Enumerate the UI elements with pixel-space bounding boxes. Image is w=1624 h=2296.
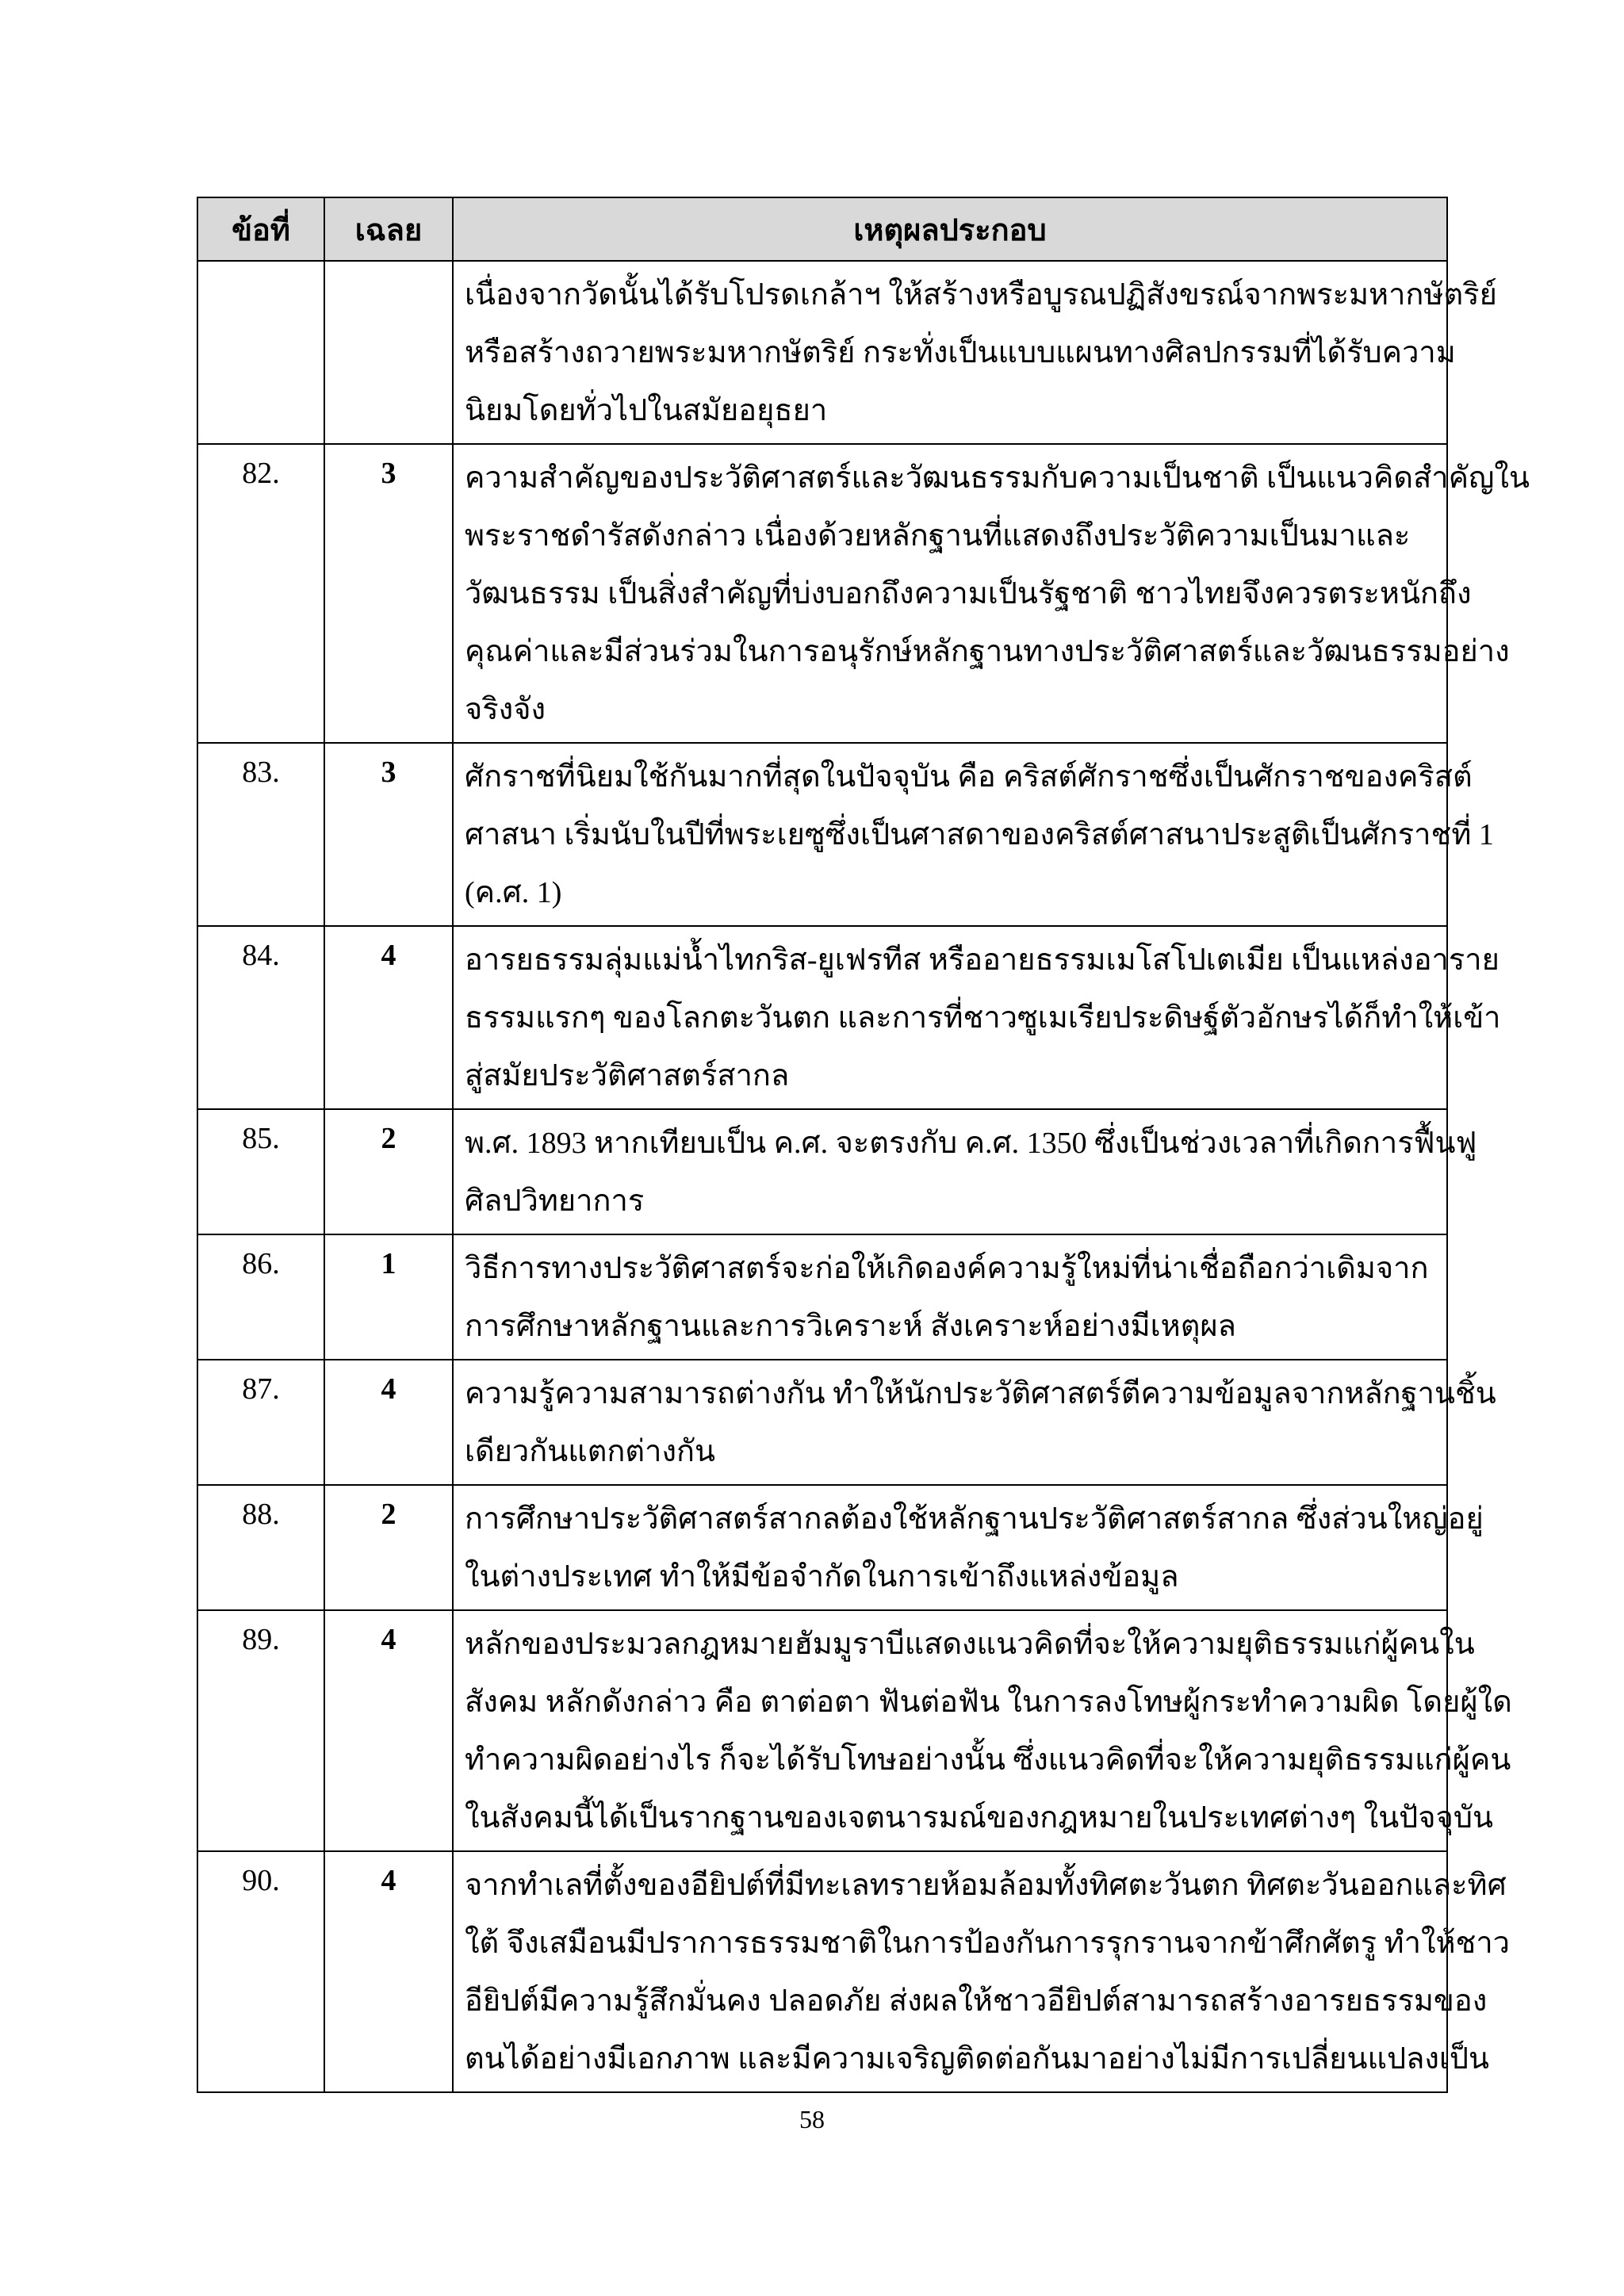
reason-line: หรือสร้างถวายพระมหากษัตริย์ กระทั่งเป็นแบบแผนทางศิลปกรรมที่ได้รับความ: [465, 336, 1456, 369]
table-row: [197, 1851, 1447, 2092]
question-number: 84.: [197, 926, 324, 1109]
reason-line: ทำความผิดอย่างไร ก็จะได้รับโทษอย่างนั้น ซึ่งแนวคิดที่จะให้ความยุติธรรมแก่ผู้คน: [465, 1743, 1511, 1777]
answer-value: 2: [324, 1109, 453, 1234]
reason-text: [453, 1485, 1484, 1610]
reason-line: ตนได้อย่างมีเอกภาพ และมีความเจริญติดต่อกันมาอย่างไม่มีการเปลี่ยนแปลงเป็น: [465, 2042, 1489, 2076]
table-row: [197, 444, 1447, 743]
question-number: 82.: [197, 444, 324, 743]
reason-line: ศิลปวิทยาการ: [465, 1184, 645, 1218]
reason-line: คุณค่าและมีส่วนร่วมในการอนุรักษ์หลักฐานทางประวัติศาสตร์และวัฒนธรรมอย่าง: [465, 635, 1510, 668]
header-reason: เหตุผลประกอบ: [453, 197, 1447, 261]
table-row: [197, 261, 1447, 444]
reason-line: ในสังคมนี้ได้เป็นรากฐานของเจตนารมณ์ของกฎหมายในประเทศต่างๆ ในปัจจุบัน: [465, 1801, 1493, 1835]
question-number: 83.: [197, 743, 324, 926]
question-number: 88.: [197, 1485, 324, 1610]
answer-value: 4: [324, 926, 453, 1109]
reason-line: การศึกษาประวัติศาสตร์สากลต้องใช้หลักฐานประวัติศาสตร์สากล ซึ่งส่วนใหญ่อยู่: [465, 1502, 1484, 1536]
reason-text: [453, 926, 1501, 1109]
reason-line: อียิปต์มีความรู้สึกมั่นคง ปลอดภัย ส่งผลให้ชาวอียิปต์สามารถสร้างอารยธรรมของ: [465, 1984, 1488, 2018]
reason-line: พ.ศ. 1893 หากเทียบเป็น ค.ศ. จะตรงกับ ค.ศ. 1350 ซึ่งเป็นช่วงเวลาที่เกิดการฟื้นฟู: [465, 1127, 1477, 1160]
answer-value: 4: [324, 1851, 453, 2092]
reason-line: สังคม หลักดังกล่าว คือ ตาต่อตา ฟันต่อฟัน ในการลงโทษผู้กระทำความผิด โดยผู้ใด: [465, 1686, 1512, 1719]
table-row: [197, 1610, 1447, 1851]
answer-value: 3: [324, 444, 453, 743]
reason-line: เดียวกันแตกต่างกัน: [465, 1435, 715, 1468]
table-row: [197, 1109, 1447, 1234]
reason-text: [453, 1610, 1512, 1851]
reason-line: ในต่างประเทศ ทำให้มีข้อจำกัดในการเข้าถึงแหล่งข้อมูล: [465, 1560, 1179, 1594]
page-number: 58: [799, 2105, 825, 2133]
reason-line: ศาสนา เริ่มนับในปีที่พระเยซูซึ่งเป็นศาสดาของคริสต์ศาสนาประสูติเป็นศักราชที่ 1: [465, 818, 1494, 851]
reason-text: [453, 1109, 1477, 1234]
table-row: [197, 1360, 1447, 1485]
answer-value: 3: [324, 743, 453, 926]
answer-value: [324, 261, 453, 444]
reason-line: นิยมโดยทั่วไปในสมัยอยุธยา: [465, 394, 828, 427]
table-row: [197, 743, 1447, 926]
header-number: ข้อที่: [197, 197, 324, 261]
reason-line: จริงจัง: [465, 693, 546, 726]
reason-line: ความรู้ความสามารถต่างกัน ทำให้นักประวัติศาสตร์ตีความข้อมูลจากหลักฐานชิ้น: [465, 1377, 1496, 1410]
answer-value: 4: [324, 1610, 453, 1851]
table-row: [197, 1234, 1447, 1360]
reason-line: วิธีการทางประวัติศาสตร์จะก่อให้เกิดองค์ความรู้ใหม่ที่น่าเชื่อถือกว่าเดิมจาก: [465, 1252, 1429, 1285]
answer-value: 4: [324, 1360, 453, 1485]
reason-line: ใต้ จึงเสมือนมีปราการธรรมชาติในการป้องกันการรุกรานจากข้าศึกศัตรู ทำให้ชาว: [465, 1927, 1511, 1960]
answer-value: 1: [324, 1234, 453, 1360]
header-answer: เฉลย: [324, 197, 453, 261]
reason-line: พระราชดำรัสดังกล่าว เนื่องด้วยหลักฐานที่แสดงถึงประวัติความเป็นมาและ: [465, 519, 1411, 553]
reason-line: ศักราชที่นิยมใช้กันมากที่สุดในปัจจุบัน คือ คริสต์ศักราชซึ่งเป็นศักราชของคริสต์: [465, 760, 1473, 794]
table-body: [197, 261, 1530, 2092]
reason-line: อารยธรรมลุ่มแม่น้ำไทกริส-ยูเฟรทีส หรืออายธรรมเมโสโปเตเมีย เป็นแหล่งอาราย: [465, 943, 1500, 977]
table-row: [197, 1485, 1447, 1610]
reason-line: จากทำเลที่ตั้งของอียิปต์ที่มีทะเลทรายห้อมล้อมทั้งทิศตะวันตก ทิศตะวันออกและทิศ: [465, 1869, 1507, 1902]
reason-line: ธรรมแรกๆ ของโลกตะวันตก และการที่ชาวซูเมเรียประดิษฐ์ตัวอักษรได้ก็ทำให้เข้า: [465, 1001, 1501, 1035]
reason-line: การศึกษาหลักฐานและการวิเคราะห์ สังเคราะห์อย่างมีเหตุผล: [465, 1310, 1236, 1343]
reason-text: [453, 1234, 1447, 1360]
question-number: 86.: [197, 1234, 324, 1360]
reason-text: [453, 743, 1494, 926]
question-number: 87.: [197, 1360, 324, 1485]
question-number: 85.: [197, 1109, 324, 1234]
table-row: [197, 926, 1447, 1109]
table-header-row: [197, 197, 1447, 261]
reason-line: วัฒนธรรม เป็นสิ่งสำคัญที่บ่งบอกถึงความเป็นรัฐชาติ ชาวไทยจึงควรตระหนักถึง: [465, 577, 1472, 610]
reason-text: [453, 444, 1530, 743]
question-number: 89.: [197, 1610, 324, 1851]
reason-line: เนื่องจากวัดนั้นได้รับโปรดเกล้าฯ ให้สร้างหรือบูรณปฏิสังขรณ์จากพระมหากษัตริย์: [465, 278, 1497, 312]
answer-value: 2: [324, 1485, 453, 1610]
question-number: 90.: [197, 1851, 324, 2092]
reason-line: หลักของประมวลกฎหมายฮัมมูราบีแสดงแนวคิดที่จะให้ความยุติธรรมแก่ผู้คนใน: [465, 1628, 1475, 1661]
answer-key-table: [197, 197, 1530, 2093]
question-number: [197, 261, 324, 444]
reason-line: สู่สมัยประวัติศาสตร์สากล: [465, 1059, 790, 1093]
reason-text: [453, 261, 1497, 444]
reason-line: ความสำคัญของประวัติศาสตร์และวัฒนธรรมกับความเป็นชาติ เป็นแนวคิดสำคัญใน: [465, 461, 1530, 495]
reason-line: (ค.ศ. 1): [465, 876, 562, 909]
reason-text: [453, 1851, 1511, 2092]
reason-text: [453, 1360, 1496, 1485]
